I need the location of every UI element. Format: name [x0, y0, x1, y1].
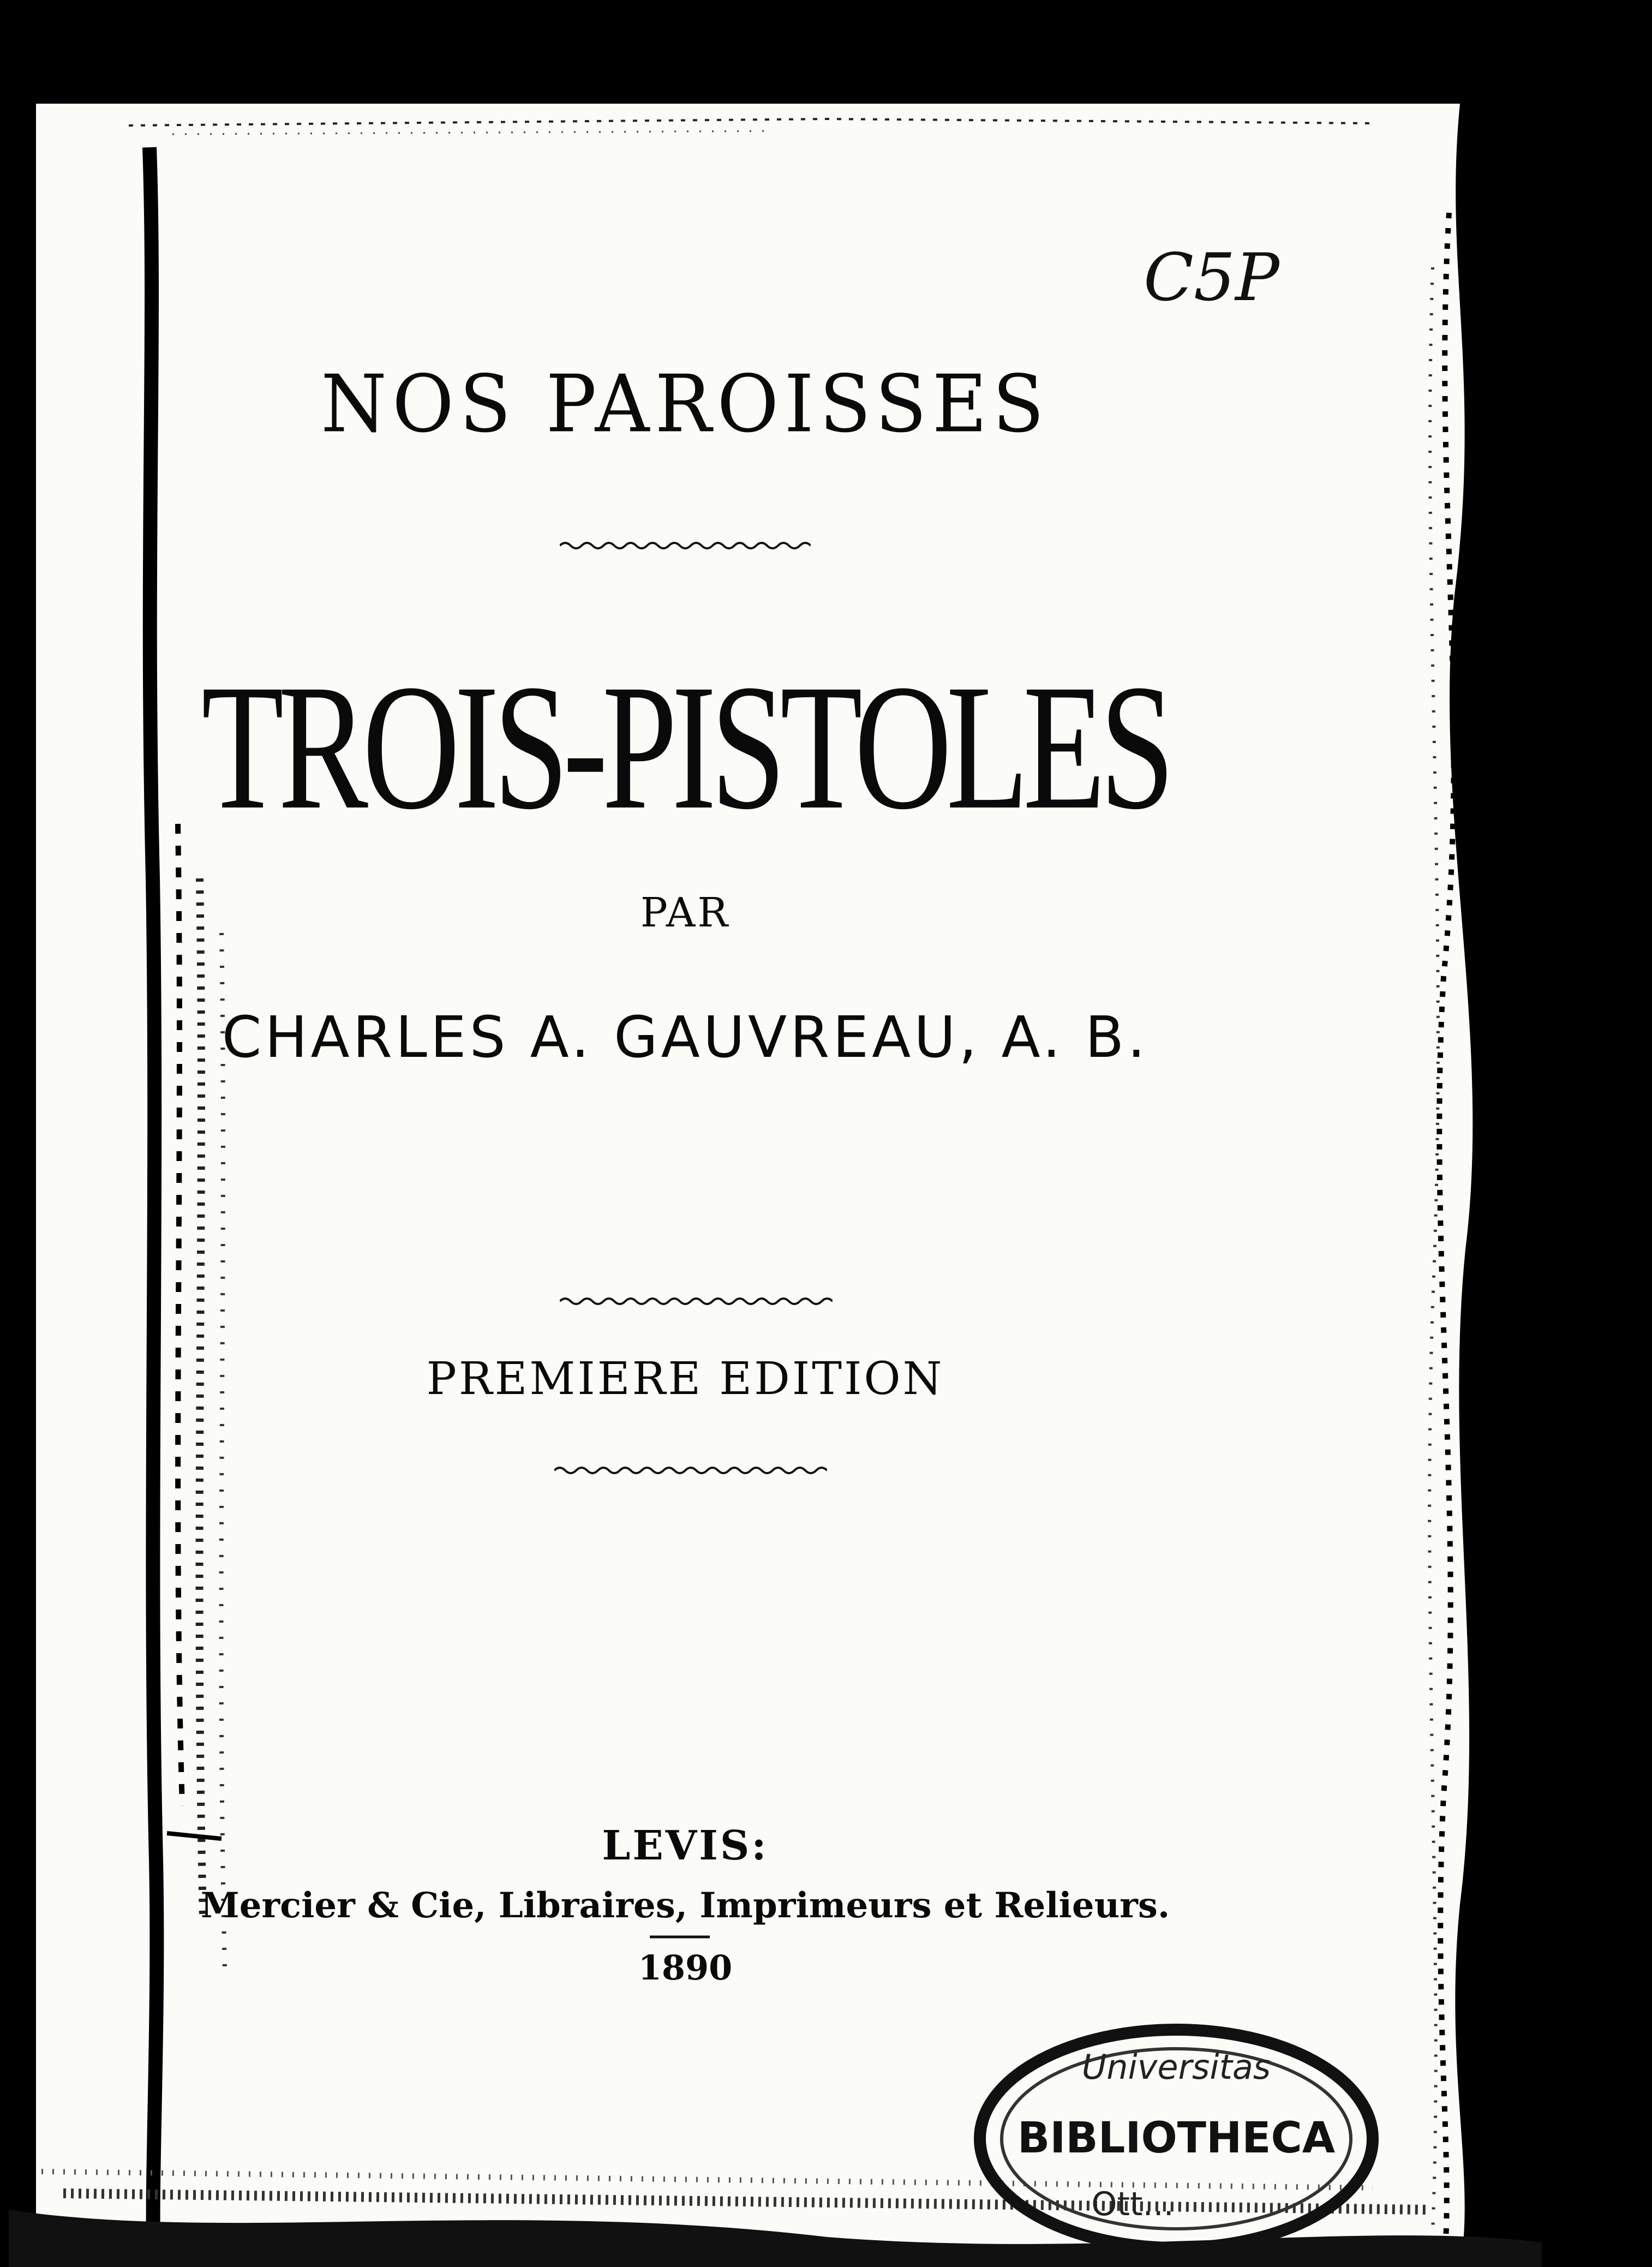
imprint-city: LEVIS:: [602, 1822, 769, 1869]
top-edge-noise: [9, 104, 1542, 169]
by-line: PAR: [640, 889, 731, 936]
edition-statement: PREMIERE EDITION: [426, 1353, 944, 1405]
wavy-rule-3: [554, 1462, 827, 1479]
series-title: NOS PAROISSES: [321, 357, 1050, 451]
library-stamp: [969, 2013, 1384, 2264]
svg-text:Universitas: Universitas: [1081, 2047, 1271, 2087]
book-title: TROIS-PISTOLES: [201, 648, 1169, 847]
svg-text:BIBLIOTHECA: BIBLIOTHECA: [1017, 2114, 1336, 2163]
title-page: [9, 104, 1531, 2267]
svg-text:Ott...: Ott...: [1091, 2185, 1174, 2223]
handwritten-shelf-mark: C5P: [1144, 240, 1279, 316]
short-rule: [650, 1934, 710, 1940]
imprint-publisher: Mercier & Cie, Libraires, Imprimeurs et Relieurs.: [200, 1885, 1170, 1926]
wavy-rule-1: [560, 537, 811, 554]
author-name: CHARLES A. GAUVREAU, A. B.: [222, 1004, 1149, 1070]
wavy-rule-2: [560, 1293, 833, 1309]
imprint-year: 1890: [638, 1948, 733, 1988]
right-edge-shadow: [1411, 104, 1542, 2267]
